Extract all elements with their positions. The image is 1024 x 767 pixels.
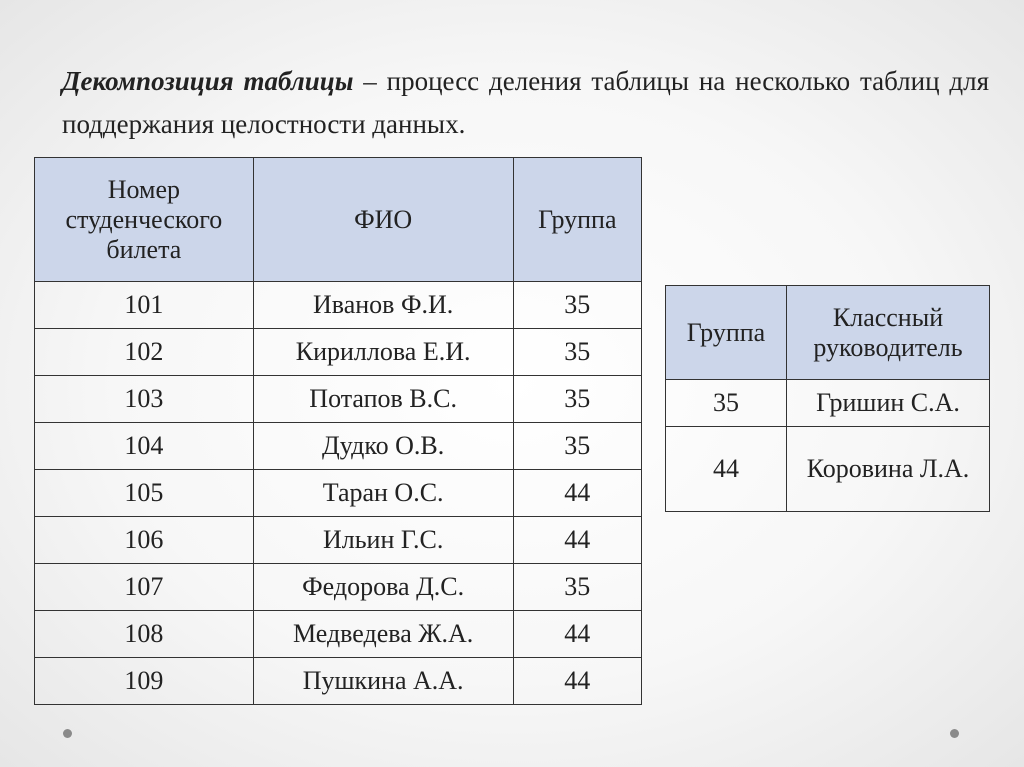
header-group: Группа [513, 158, 641, 282]
table-row [35, 329, 642, 376]
cell-group: 44 [513, 470, 641, 517]
slide-corner-dot [950, 729, 959, 738]
cell-student-id: 105 [35, 470, 254, 517]
table-row [35, 611, 642, 658]
cell-student-id: 108 [35, 611, 254, 658]
cell-student-id: 104 [35, 423, 254, 470]
cell-class-teacher: Гришин С.А. [787, 380, 990, 427]
groups-table [665, 285, 990, 512]
intro-term: Декомпозиция таблицы [62, 66, 354, 96]
header-class-teacher: Классный руководитель [787, 286, 990, 380]
cell-student-id: 101 [35, 282, 254, 329]
cell-fio: Дудко О.В. [253, 423, 513, 470]
table-row [35, 470, 642, 517]
cell-group: 35 [666, 380, 787, 427]
cell-fio: Пушкина А.А. [253, 658, 513, 705]
cell-fio: Федорова Д.С. [253, 564, 513, 611]
table-row [666, 380, 990, 427]
intro-text: – процесс деления таблицы на несколько таблиц для поддержания целостности данных. [62, 66, 989, 139]
table-row [35, 282, 642, 329]
table-row [35, 517, 642, 564]
cell-fio: Ильин Г.С. [253, 517, 513, 564]
table-row [35, 423, 642, 470]
cell-student-id: 102 [35, 329, 254, 376]
table-row [666, 427, 990, 512]
slide-corner-dot [63, 729, 72, 738]
cell-group: 35 [513, 329, 641, 376]
cell-student-id: 107 [35, 564, 254, 611]
cell-student-id: 106 [35, 517, 254, 564]
students-header-row [35, 158, 642, 282]
students-table [34, 157, 642, 705]
header-group: Группа [666, 286, 787, 380]
groups-header-row [666, 286, 990, 380]
cell-group: 44 [513, 658, 641, 705]
cell-fio: Таран О.С. [253, 470, 513, 517]
cell-group: 44 [513, 611, 641, 658]
cell-group: 44 [513, 517, 641, 564]
cell-group: 35 [513, 423, 641, 470]
cell-class-teacher: Коровина Л.А. [787, 427, 990, 512]
table-row [35, 658, 642, 705]
cell-student-id: 109 [35, 658, 254, 705]
intro-paragraph [62, 60, 989, 146]
cell-fio: Кириллова Е.И. [253, 329, 513, 376]
cell-fio: Медведева Ж.А. [253, 611, 513, 658]
table-row [35, 376, 642, 423]
cell-group: 35 [513, 376, 641, 423]
cell-student-id: 103 [35, 376, 254, 423]
table-row [35, 564, 642, 611]
cell-fio: Иванов Ф.И. [253, 282, 513, 329]
cell-group: 35 [513, 564, 641, 611]
header-student-id: Номер студенческого билета [35, 158, 254, 282]
cell-fio: Потапов В.С. [253, 376, 513, 423]
cell-group: 35 [513, 282, 641, 329]
cell-group: 44 [666, 427, 787, 512]
header-fio: ФИО [253, 158, 513, 282]
